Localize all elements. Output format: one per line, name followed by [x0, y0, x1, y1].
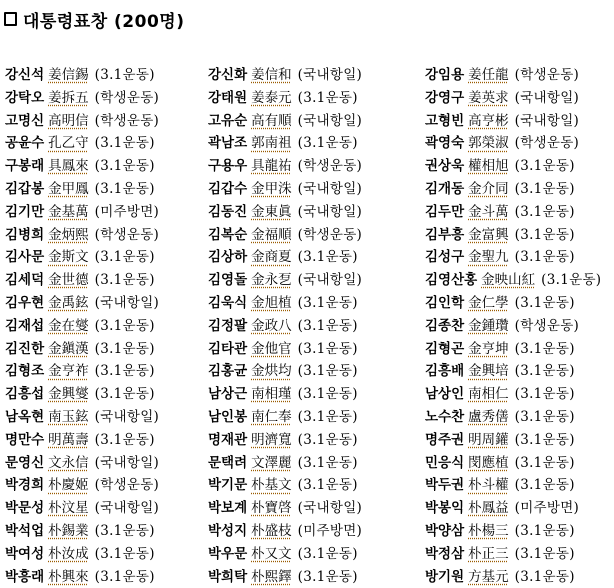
person-name-hanja: 朴慶姬 — [48, 477, 89, 494]
person-name-korean: 강신화 — [208, 67, 248, 83]
person-name-hanja: 金亨祚 — [48, 363, 89, 380]
person-name-hanja: 南仁奉 — [251, 408, 292, 425]
person-name-hanja: 朴盛枝 — [251, 522, 292, 539]
person-name-korean: 김정팔 — [208, 317, 248, 334]
title-row — [4, 6, 184, 32]
list-item — [208, 338, 413, 361]
list-item — [208, 87, 413, 110]
person-name-hanja: 金鍾瓚 — [468, 317, 509, 334]
movement-category: (국내항일) — [297, 500, 363, 517]
person-name-hanja: 南相瑾 — [251, 386, 292, 403]
person-name-hanja: 盧秀僐 — [468, 408, 509, 425]
person-name-korean: 박봉익 — [425, 500, 465, 517]
list-item — [208, 315, 413, 338]
person-name-korean: 김복순 — [208, 226, 248, 243]
person-name-korean: 김인학 — [425, 294, 465, 311]
person-name-hanja: 權相旭 — [468, 158, 509, 175]
movement-category: (학생운동) — [297, 158, 363, 175]
movement-category: (국내항일) — [94, 408, 160, 425]
person-name-korean: 김욱식 — [208, 294, 248, 311]
list-item — [425, 269, 614, 292]
person-name-korean: 명주권 — [425, 431, 465, 448]
list-item — [425, 292, 614, 315]
movement-category: (3.1운동) — [514, 203, 575, 220]
person-name-korean: 박보계 — [208, 500, 248, 517]
list-item — [425, 338, 614, 361]
person-name-korean: 문영신 — [5, 454, 45, 471]
person-name-hanja: 金鎭漢 — [48, 340, 89, 357]
person-name-korean: 김동진 — [208, 203, 248, 220]
person-name-korean: 김세덕 — [5, 272, 45, 289]
list-item — [5, 474, 210, 497]
person-name-korean: 김영산홍 — [425, 272, 478, 289]
person-name-korean: 박문성 — [5, 500, 45, 517]
checkbox[interactable] — [4, 12, 17, 26]
list-item — [208, 269, 413, 292]
person-name-hanja: 朴正三 — [468, 545, 509, 562]
person-name-hanja: 明萬壽 — [48, 431, 89, 448]
list-item — [425, 246, 614, 269]
movement-category: (학생운동) — [514, 135, 580, 152]
person-name-korean: 박흥래 — [5, 568, 45, 585]
person-name-hanja: 金他官 — [251, 340, 292, 357]
list-item — [208, 566, 413, 588]
person-name-hanja: 具鳳來 — [48, 158, 89, 175]
person-name-hanja: 郭南祖 — [251, 135, 292, 152]
person-name-hanja: 金基萬 — [48, 203, 89, 220]
list-item — [425, 64, 614, 87]
list-item — [425, 315, 614, 338]
person-name-hanja: 金在燮 — [48, 317, 89, 334]
person-name-korean: 김부흥 — [425, 226, 465, 243]
person-name-hanja: 金福順 — [251, 226, 292, 243]
person-name-hanja: 朴寶啓 — [251, 500, 292, 517]
person-name-hanja: 姜任龍 — [468, 67, 509, 83]
list-item — [208, 406, 413, 429]
movement-category: (3.1운동) — [94, 249, 155, 266]
list-item — [208, 246, 413, 269]
movement-category: (3.1운동) — [514, 522, 575, 539]
person-name-korean: 강탁오 — [5, 89, 45, 106]
list-item — [425, 497, 614, 520]
person-name-korean: 강태원 — [208, 89, 248, 106]
person-name-korean: 김개동 — [425, 180, 465, 197]
person-name-korean: 박여성 — [5, 545, 45, 562]
list-item — [208, 383, 413, 406]
person-name-korean: 박석업 — [5, 522, 45, 539]
list-item — [5, 269, 210, 292]
person-name-korean: 공윤수 — [5, 135, 45, 152]
movement-category: (3.1운동) — [297, 431, 358, 448]
movement-category: (3.1운동) — [297, 294, 358, 311]
movement-category: (학생운동) — [94, 477, 160, 494]
person-name-korean: 고형빈 — [425, 112, 465, 129]
movement-category: (국내항일) — [514, 89, 580, 106]
person-name-hanja: 具龍祐 — [251, 158, 292, 175]
person-name-korean: 민응식 — [425, 454, 465, 471]
list-item — [425, 178, 614, 201]
person-name-hanja: 金斗萬 — [468, 203, 509, 220]
list-item — [208, 452, 413, 475]
person-name-hanja: 高明信 — [48, 112, 89, 129]
person-name-korean: 김병희 — [5, 226, 45, 243]
person-name-korean: 김사문 — [5, 249, 45, 266]
person-name-korean: 김종찬 — [425, 317, 465, 334]
movement-category: (미주방면) — [514, 500, 580, 517]
column-3 — [425, 64, 614, 588]
person-name-hanja: 高亨彬 — [468, 112, 509, 129]
person-name-korean: 박두권 — [425, 477, 465, 494]
list-item — [5, 543, 210, 566]
person-name-hanja: 金政八 — [251, 317, 292, 334]
movement-category: (학생운동) — [514, 317, 580, 334]
list-item — [425, 543, 614, 566]
person-name-korean: 남인봉 — [208, 408, 248, 425]
list-item — [5, 520, 210, 543]
movement-category: (3.1운동) — [94, 363, 155, 380]
list-item — [5, 497, 210, 520]
list-item — [208, 543, 413, 566]
movement-category: (3.1운동) — [514, 386, 575, 403]
person-name-korean: 문택려 — [208, 454, 248, 471]
person-name-hanja: 金興燮 — [48, 386, 89, 403]
movement-category: (3.1운동) — [514, 158, 575, 175]
list-item — [5, 338, 210, 361]
list-item — [208, 155, 413, 178]
movement-category: (3.1운동) — [297, 249, 358, 266]
movement-category: (3.1운동) — [514, 431, 575, 448]
person-name-korean: 고명신 — [5, 112, 45, 129]
person-name-hanja: 孔乙守 — [48, 135, 89, 152]
person-name-korean: 김형조 — [5, 363, 45, 380]
list-item — [208, 224, 413, 247]
person-name-korean: 명만수 — [5, 431, 45, 448]
person-name-korean: 곽영숙 — [425, 135, 465, 152]
movement-category: (3.1운동) — [94, 386, 155, 403]
person-name-hanja: 朴汶星 — [48, 500, 89, 517]
movement-category: (국내항일) — [94, 294, 160, 311]
movement-category: (학생운동) — [514, 67, 580, 83]
person-name-hanja: 金永乭 — [251, 272, 292, 289]
movement-category: (3.1운동) — [514, 249, 575, 266]
person-name-korean: 김두만 — [425, 203, 465, 220]
movement-category: (3.1운동) — [94, 158, 155, 175]
page-title: 대통령표창 (200명) — [23, 11, 185, 32]
movement-category: (3.1운동) — [514, 340, 575, 357]
list-item — [425, 406, 614, 429]
person-name-korean: 방기원 — [425, 568, 465, 585]
person-name-korean: 곽남조 — [208, 135, 248, 152]
list-item — [208, 520, 413, 543]
list-item — [425, 87, 614, 110]
list-item — [5, 452, 210, 475]
person-name-korean: 박기문 — [208, 477, 248, 494]
person-name-hanja: 朴基文 — [251, 477, 292, 494]
list-item — [425, 110, 614, 133]
person-name-hanja: 姜信錫 — [48, 67, 89, 83]
movement-category: (학생운동) — [94, 89, 160, 106]
person-name-korean: 김우현 — [5, 294, 45, 311]
person-name-hanja: 明周鑵 — [468, 431, 509, 448]
movement-category: (3.1운동) — [94, 545, 155, 562]
list-item — [5, 155, 210, 178]
list-item — [5, 429, 210, 452]
list-item — [5, 315, 210, 338]
person-name-hanja: 金斯文 — [48, 249, 89, 266]
list-item — [425, 429, 614, 452]
person-name-hanja: 金禹鉉 — [48, 294, 89, 311]
person-name-hanja: 姜泰元 — [251, 89, 292, 106]
person-name-korean: 김성구 — [425, 249, 465, 266]
list-item — [208, 201, 413, 224]
list-item — [5, 201, 210, 224]
movement-category: (3.1운동) — [297, 545, 358, 562]
person-name-hanja: 金炳熙 — [48, 226, 89, 243]
list-item — [425, 566, 614, 588]
list-item — [425, 383, 614, 406]
person-name-hanja: 朴楊三 — [468, 522, 509, 539]
movement-category: (3.1운동) — [94, 568, 155, 585]
movement-category: (미주방면) — [94, 203, 160, 220]
movement-category: (3.1운동) — [514, 568, 575, 585]
list-item — [208, 292, 413, 315]
person-name-korean: 남옥현 — [5, 408, 45, 425]
movement-category: (국내항일) — [94, 500, 160, 517]
person-name-hanja: 金商夏 — [251, 249, 292, 266]
list-item — [425, 360, 614, 383]
person-name-hanja: 朴斗權 — [468, 477, 509, 494]
list-item — [5, 132, 210, 155]
movement-category: (3.1운동) — [94, 317, 155, 334]
person-name-hanja: 金甲鳳 — [48, 180, 89, 197]
person-name-hanja: 金興培 — [468, 363, 509, 380]
movement-category: (3.1운동) — [514, 477, 575, 494]
person-name-hanja: 南玉鉉 — [48, 408, 89, 425]
person-name-korean: 김홍균 — [208, 363, 248, 380]
column-1 — [5, 64, 210, 588]
person-name-hanja: 高有順 — [251, 112, 292, 129]
movement-category: (3.1운동) — [297, 454, 358, 471]
list-item — [208, 64, 413, 87]
movement-category: (국내항일) — [297, 67, 363, 83]
person-name-hanja: 朴鳳益 — [468, 500, 509, 517]
person-name-korean: 구봉래 — [5, 158, 45, 175]
movement-category: (3.1운동) — [94, 67, 155, 83]
person-name-hanja: 金世德 — [48, 272, 89, 289]
person-name-korean: 박정삼 — [425, 545, 465, 562]
person-name-korean: 강영구 — [425, 89, 465, 106]
list-item — [5, 87, 210, 110]
movement-category: (3.1운동) — [514, 180, 575, 197]
list-item — [425, 452, 614, 475]
person-name-hanja: 金富興 — [468, 226, 509, 243]
movement-category: (3.1운동) — [94, 272, 155, 289]
person-name-hanja: 郭榮淑 — [468, 135, 509, 152]
person-name-korean: 김형곤 — [425, 340, 465, 357]
person-name-hanja: 方基元 — [468, 568, 509, 585]
list-item — [5, 64, 210, 87]
person-name-hanja: 姜拆五 — [48, 89, 89, 106]
person-name-korean: 박경희 — [5, 477, 45, 494]
person-name-korean: 노수찬 — [425, 408, 465, 425]
person-name-hanja: 文澤麗 — [251, 454, 292, 471]
list-item — [5, 360, 210, 383]
list-item — [425, 474, 614, 497]
column-2 — [208, 64, 413, 588]
movement-category: (3.1운동) — [297, 135, 358, 152]
movement-category: (3.1운동) — [297, 477, 358, 494]
person-name-korean: 김영돌 — [208, 272, 248, 289]
movement-category: (학생운동) — [297, 226, 363, 243]
person-name-korean: 김갑봉 — [5, 180, 45, 197]
movement-category: (국내항일) — [297, 180, 363, 197]
person-name-korean: 강신석 — [5, 67, 45, 83]
list-item — [208, 429, 413, 452]
list-item — [425, 132, 614, 155]
movement-category: (국내항일) — [297, 112, 363, 129]
person-name-hanja: 朴興來 — [48, 568, 89, 585]
person-name-hanja: 明濟寬 — [251, 431, 292, 448]
movement-category: (3.1운동) — [514, 226, 575, 243]
person-name-korean: 구용우 — [208, 158, 248, 175]
person-name-hanja: 朴熙鐸 — [251, 568, 292, 585]
movement-category: (3.1운동) — [297, 340, 358, 357]
movement-category: (3.1운동) — [94, 340, 155, 357]
movement-category: (3.1운동) — [94, 135, 155, 152]
person-name-hanja: 金聖九 — [468, 249, 509, 266]
movement-category: (3.1운동) — [514, 363, 575, 380]
person-name-hanja: 朴汝成 — [48, 545, 89, 562]
person-name-korean: 고유순 — [208, 112, 248, 129]
list-item — [5, 246, 210, 269]
list-item — [208, 178, 413, 201]
person-name-korean: 김갑수 — [208, 180, 248, 197]
list-item — [5, 110, 210, 133]
person-name-korean: 김재섭 — [5, 317, 45, 334]
person-name-korean: 권상욱 — [425, 158, 465, 175]
movement-category: (3.1운동) — [94, 180, 155, 197]
movement-category: (3.1운동) — [297, 568, 358, 585]
list-item — [425, 155, 614, 178]
person-name-hanja: 南相仁 — [468, 386, 509, 403]
list-item — [425, 520, 614, 543]
person-name-hanja: 朴又文 — [251, 545, 292, 562]
movement-category: (3.1운동) — [541, 272, 602, 289]
movement-category: (3.1운동) — [94, 522, 155, 539]
movement-category: (3.1운동) — [297, 386, 358, 403]
list-item — [425, 224, 614, 247]
list-item — [5, 292, 210, 315]
list-item — [425, 201, 614, 224]
person-name-korean: 박우문 — [208, 545, 248, 562]
movement-category: (국내항일) — [94, 454, 160, 471]
person-name-hanja: 金亨坤 — [468, 340, 509, 357]
movement-category: (국내항일) — [297, 272, 363, 289]
movement-category: (3.1운동) — [514, 408, 575, 425]
movement-category: (3.1운동) — [514, 454, 575, 471]
person-name-hanja: 金旭植 — [251, 294, 292, 311]
list-item — [208, 132, 413, 155]
person-name-hanja: 金映山紅 — [481, 272, 536, 289]
movement-category: (국내항일) — [514, 112, 580, 129]
person-name-korean: 김흥배 — [425, 363, 465, 380]
person-name-korean: 박성지 — [208, 522, 248, 539]
movement-category: (학생운동) — [94, 112, 160, 129]
person-name-korean: 김기만 — [5, 203, 45, 220]
movement-category: (3.1운동) — [297, 89, 358, 106]
person-name-hanja: 金烘均 — [251, 363, 292, 380]
person-name-korean: 김진한 — [5, 340, 45, 357]
list-item — [208, 474, 413, 497]
person-name-hanja: 閔應植 — [468, 454, 509, 471]
list-item — [5, 224, 210, 247]
list-item — [208, 110, 413, 133]
person-name-hanja: 金甲洙 — [251, 180, 292, 197]
list-item — [5, 178, 210, 201]
movement-category: (학생운동) — [94, 226, 160, 243]
person-name-korean: 명재관 — [208, 431, 248, 448]
person-name-korean: 박양삼 — [425, 522, 465, 539]
person-name-hanja: 朴錫業 — [48, 522, 89, 539]
person-name-korean: 강임용 — [425, 67, 465, 83]
person-name-korean: 김상하 — [208, 249, 248, 266]
movement-category: (3.1운동) — [514, 294, 575, 311]
person-name-hanja: 金介同 — [468, 180, 509, 197]
movement-category: (국내항일) — [297, 203, 363, 220]
person-name-hanja: 金東眞 — [251, 203, 292, 220]
person-name-hanja: 金仁學 — [468, 294, 509, 311]
movement-category: (3.1운동) — [297, 408, 358, 425]
person-name-hanja: 姜英求 — [468, 89, 509, 106]
list-item — [5, 406, 210, 429]
list-item — [5, 383, 210, 406]
movement-category: (3.1운동) — [514, 545, 575, 562]
movement-category: (미주방면) — [297, 522, 363, 539]
person-name-korean: 김흥섭 — [5, 386, 45, 403]
person-name-korean: 남상근 — [208, 386, 248, 403]
person-name-korean: 박희탁 — [208, 568, 248, 585]
list-item — [208, 497, 413, 520]
person-name-korean: 남상인 — [425, 386, 465, 403]
person-name-korean: 김타관 — [208, 340, 248, 357]
movement-category: (3.1운동) — [297, 363, 358, 380]
list-item — [208, 360, 413, 383]
movement-category: (3.1운동) — [94, 431, 155, 448]
person-name-hanja: 文永信 — [48, 454, 89, 471]
movement-category: (3.1운동) — [297, 317, 358, 334]
list-item — [5, 566, 210, 588]
person-name-hanja: 姜信和 — [251, 67, 292, 83]
